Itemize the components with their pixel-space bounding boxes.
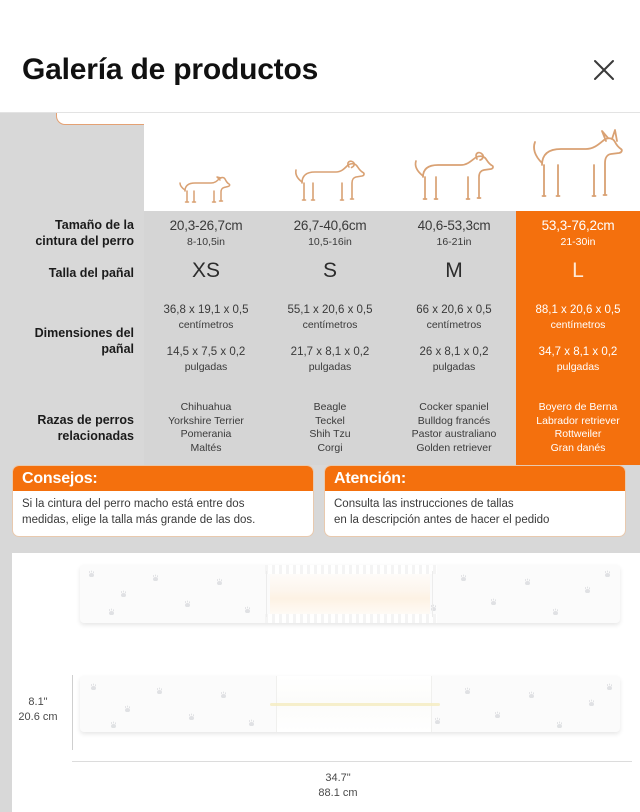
modal-header — [0, 0, 640, 113]
dimensions-cm: 36,8 x 19,1 x 0,5 — [163, 304, 249, 316]
dimensions-cm-unit: centímetros — [550, 319, 606, 331]
waist-size-in: 21-30in — [560, 236, 596, 248]
diaper-size-label: S — [322, 259, 337, 282]
waist-size-cm: 20,3-26,7cm — [169, 218, 243, 233]
size-column-m[interactable] — [392, 113, 516, 465]
width-measure-label: 34.7" 88.1 cm — [318, 772, 358, 799]
page-title: Galería de productos — [22, 53, 319, 86]
height-measure-line — [72, 675, 73, 750]
dimensions-in-unit: pulgadas — [308, 361, 352, 373]
close-icon — [591, 57, 617, 83]
height-measure-label: 8.1" 20.6 cm — [18, 696, 58, 723]
size-column-s[interactable] — [268, 113, 392, 465]
medium-small-dog-icon — [268, 113, 392, 211]
attention-heading: Atención: — [325, 466, 625, 491]
row-label-diaper-size: Talla del pañal — [48, 266, 134, 280]
breeds-list: Cocker spaniel Bulldog francés Pastor australiano Golden retriever — [411, 401, 497, 454]
size-column-l[interactable] — [516, 113, 640, 465]
breeds-list: Chihuahua Yorkshire Terrier Pomerania Maltés — [168, 401, 244, 454]
waist-size-cm: 26,7-40,6cm — [293, 218, 367, 233]
dimensions-cm-unit: centímetros — [178, 319, 234, 331]
waist-size-cm: 53,3-76,2cm — [541, 218, 615, 233]
notes-row — [12, 465, 640, 543]
dimensions-in: 34,7 x 8,1 x 0,2 — [538, 346, 618, 358]
dimensions-in-unit: pulgadas — [184, 361, 228, 373]
width-measure-line — [72, 761, 632, 762]
medium-dog-icon — [392, 113, 516, 211]
dimensions-cm-unit: centímetros — [426, 319, 482, 331]
dimensions-in: 26 x 8,1 x 0,2 — [419, 346, 489, 358]
dog-diaper-stretched-photo — [80, 565, 620, 623]
row-label-waist: Tamaño de la cintura del perro — [35, 218, 134, 248]
tips-heading: Consejos: — [13, 466, 313, 491]
diaper-ruffle-top — [265, 565, 437, 574]
diaper-size-label: L — [572, 259, 584, 282]
dog-diaper-flat-photo — [80, 676, 620, 732]
waist-size-cm: 40,6-53,3cm — [417, 218, 491, 233]
dimensions-in: 21,7 x 8,1 x 0,2 — [290, 346, 370, 358]
dimensions-cm: 88,1 x 20,6 x 0,5 — [535, 304, 621, 316]
diaper-size-label: M — [445, 259, 463, 282]
diaper-size-label: XS — [191, 259, 220, 282]
dimensions-cm: 66 x 20,6 x 0,5 — [416, 304, 492, 316]
row-label-dimensions: Dimensiones del pañal — [34, 326, 134, 356]
breeds-list: Boyero de Berna Labrador retriever Rottweiler Gran danés — [536, 401, 620, 454]
waist-size-in: 8-10,5in — [187, 236, 225, 248]
diaper-ruffle-bottom — [265, 614, 437, 623]
dimensions-in-unit: pulgadas — [556, 361, 600, 373]
dimensions-in: 14,5 x 7,5 x 0,2 — [166, 346, 246, 358]
tips-body: Si la cintura del perro macho está entre dos medidas, elige la talla más grande de las dos. — [22, 498, 256, 526]
attention-box — [324, 465, 626, 537]
attention-body: Consulta las instrucciones de tallas en la descripción antes de hacer el pedido — [334, 498, 550, 526]
dimensions-cm: 55,1 x 20,6 x 0,5 — [287, 304, 373, 316]
waist-size-in: 10,5-16in — [308, 236, 352, 248]
breeds-list: Beagle Teckel Shih Tzu Corgi — [309, 401, 351, 454]
waist-size-in: 16-21in — [436, 236, 472, 248]
row-label-breeds: Razas de perros relacionadas — [37, 413, 134, 443]
large-dog-icon — [516, 113, 640, 211]
close-button[interactable] — [584, 50, 624, 90]
diaper-seam-left — [266, 571, 267, 617]
small-dog-icon — [144, 113, 268, 211]
product-photo-panel — [12, 553, 640, 812]
gallery-scroll-area[interactable] — [0, 113, 640, 812]
dimensions-cm-unit: centímetros — [302, 319, 358, 331]
dimensions-in-unit: pulgadas — [432, 361, 476, 373]
size-column-xs[interactable] — [144, 113, 268, 465]
size-columns — [144, 113, 640, 465]
diaper-seam-right — [432, 571, 433, 617]
tips-box — [12, 465, 314, 537]
diaper-elastic-band — [270, 703, 440, 706]
